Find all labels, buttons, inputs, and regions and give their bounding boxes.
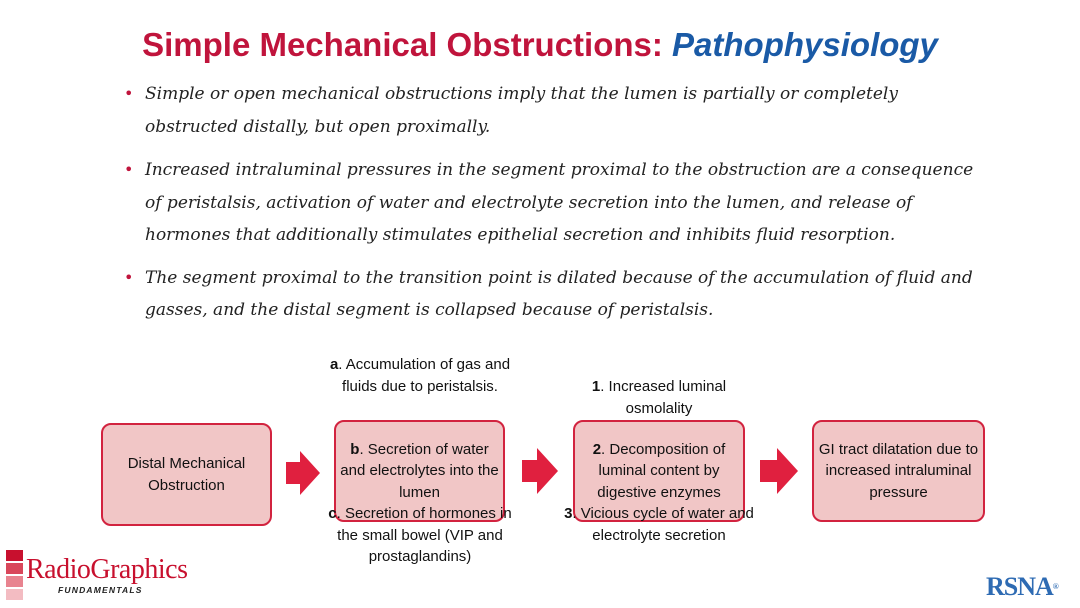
rsna-logo-text: RSNA (986, 572, 1053, 601)
mechanism-a (325, 354, 515, 397)
logo-bar (6, 550, 23, 561)
bullet-item: • Increased intraluminal pressures in the segment proximal to the obstruction are a consequence of peristalsis, activation of water and electrolyte secretion into the lumen, and release of hormones that additionally stimulates epithelial secretion and inhibits fluid resorption. (124, 154, 984, 252)
right-arrow-icon (522, 448, 558, 494)
logo-bar (6, 589, 23, 600)
box-gi-dilatation (812, 420, 985, 522)
cause-1 (563, 376, 755, 419)
radiographics-logo-text: RadioGraphics (26, 554, 188, 585)
right-arrow-icon (286, 451, 320, 495)
mechanism-c (325, 503, 515, 568)
mechanism-c-marker: c (328, 505, 337, 522)
rsna-logo (986, 573, 1059, 601)
mechanism-a-marker: a (329, 356, 339, 373)
mechanism-b-marker: b (350, 440, 360, 458)
radiographics-logo-subtitle: FUNDAMENTALS (58, 585, 143, 595)
radiographics-logo (6, 550, 221, 602)
title-highlight: Pathophysiology (672, 26, 938, 63)
cause-2-marker: 2 (592, 440, 602, 458)
cause-1-text: . Increased luminal osmolality (600, 378, 727, 417)
mechanism-c-text: . Secretion of hormones in the small bowel (VIP and prostaglandins) (336, 505, 512, 565)
box-distal-obstruction (101, 423, 272, 526)
box-distal-obstruction-label: Distal Mechanical Obstruction (127, 455, 246, 494)
title-main: Simple Mechanical Obstructions: (142, 26, 663, 63)
bullet-item: • Simple or open mechanical obstructions imply that the lumen is partially or completely obstructed distally, but open proximally. (124, 78, 984, 143)
mechanism-a-text: . Accumulation of gas and fluids due to peristalsis. (338, 356, 511, 395)
cause-2-text: . Decomposition of luminal content by digestive enzymes (597, 440, 726, 501)
box-gi-dilatation-label: GI tract dilatation due to increased intraluminal pressure (818, 440, 979, 501)
cause-3-text: . Vicious cycle of water and electrolyte secretion (572, 505, 754, 544)
logo-bar (6, 563, 23, 574)
cause-3-marker: 3 (564, 505, 573, 522)
registered-mark: ® (1052, 582, 1059, 591)
cause-2 (575, 439, 743, 504)
logo-bar (6, 576, 23, 587)
cause-3 (563, 503, 755, 546)
mechanism-b (336, 439, 503, 504)
slide-title (0, 26, 1080, 64)
bullet-list (124, 78, 984, 327)
bullet-item: • The segment proximal to the transition point is dilated because of the accumulation of fluid and gasses, and the distal segment is collapsed because of peristalsis. (124, 262, 984, 327)
right-arrow-icon (760, 448, 798, 494)
mechanism-b-text: . Secretion of water and electrolytes into the lumen (340, 440, 499, 501)
cause-1-marker: 1 (591, 378, 601, 395)
